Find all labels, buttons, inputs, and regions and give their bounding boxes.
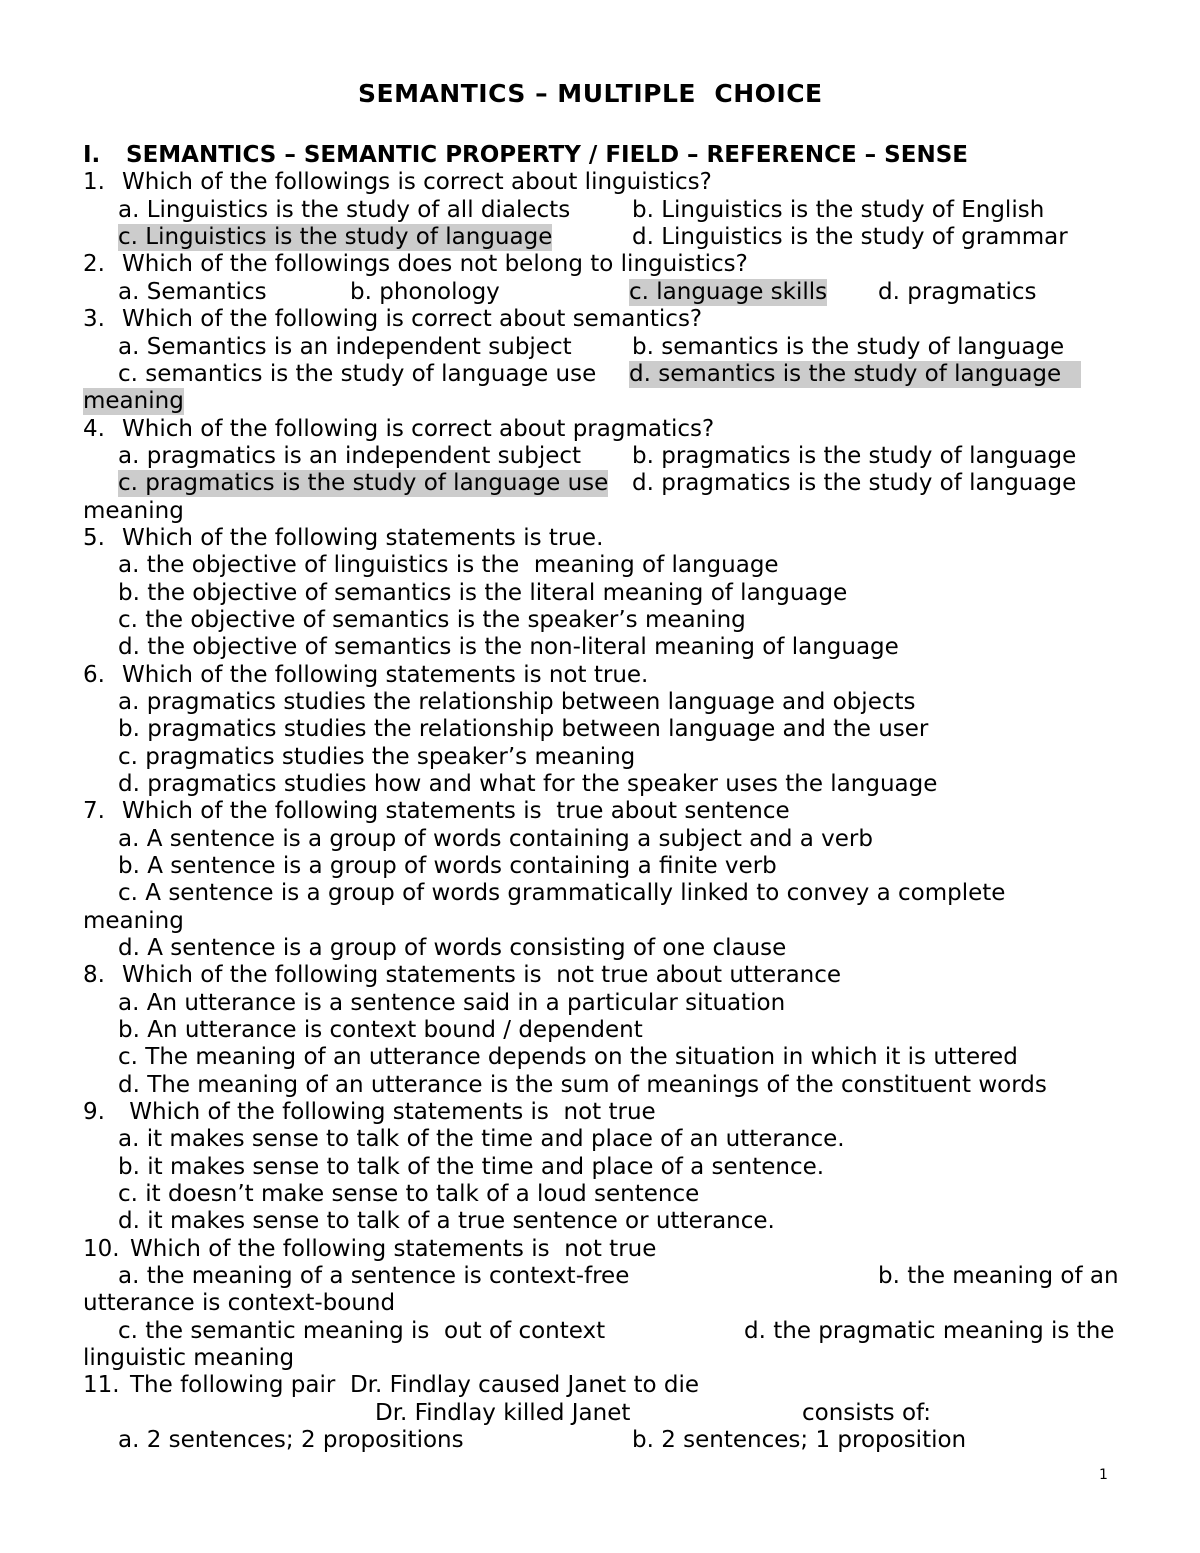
page-number: 1 — [1099, 1467, 1108, 1483]
question-number: 8. — [83, 962, 105, 988]
option-a: a. it makes sense to talk of the time and place of an utterance. — [118, 1126, 845, 1152]
option-c-answer: c. language skills — [629, 279, 828, 305]
option-d-answer: d. semantics is the study of language — [629, 361, 1081, 388]
option-b: b. the meaning of an — [878, 1263, 1119, 1289]
option-d: d. pragmatics — [878, 279, 1037, 305]
question-text: The following pair Dr. Findlay caused Janet to die — [130, 1372, 700, 1398]
option-c: c. pragmatics studies the speaker’s meaning — [118, 744, 636, 770]
option-b: b. A sentence is a group of words containing a finite verb — [118, 853, 777, 879]
option-d: d. the pragmatic meaning is the — [744, 1318, 1115, 1344]
question-number: 2. — [83, 251, 105, 277]
option-a: a. the objective of linguistics is the meaning of language — [118, 552, 779, 578]
option-d: d. it makes sense to talk of a true sentence or utterance. — [118, 1208, 775, 1234]
option-b: b. An utterance is context bound / dependent — [118, 1017, 643, 1043]
question-number: 9. — [83, 1099, 105, 1125]
question-text-line3: consists of: — [802, 1400, 932, 1426]
option-a: a. Linguistics is the study of all dialects — [118, 197, 571, 223]
option-d: d. the objective of semantics is the non-literal meaning of language — [118, 634, 899, 660]
option-b: b. pragmatics studies the relationship between language and the user — [118, 716, 929, 742]
question-text: Which of the followings is correct about linguistics? — [122, 169, 712, 195]
question-text: Which of the following statements is not true — [122, 1099, 656, 1125]
option-b: b. phonology — [350, 279, 500, 305]
option-c: c. The meaning of an utterance depends on the situation in which it is uttered — [118, 1044, 1018, 1070]
option-b: b. Linguistics is the study of English — [632, 197, 1045, 223]
section-title: SEMANTICS – SEMANTIC PROPERTY / FIELD – REFERENCE – SENSE — [126, 142, 968, 168]
option-b: b. 2 sentences; 1 proposition — [632, 1427, 967, 1453]
option-b: b. the objective of semantics is the literal meaning of language — [118, 580, 848, 606]
option-b-cont: utterance is context-bound — [83, 1290, 396, 1316]
option-d-answer-cont: meaning — [83, 388, 184, 414]
page-title: SEMANTICS – MULTIPLE CHOICE — [358, 79, 823, 108]
option-a: a. Semantics is an independent subject — [118, 334, 572, 360]
option-d: d. pragmatics is the study of language — [632, 470, 1077, 496]
option-d-cont: meaning — [83, 498, 184, 524]
question-number: 3. — [83, 306, 105, 332]
option-d: d. pragmatics studies how and what for the speaker uses the language — [118, 771, 938, 797]
question-text: Which of the following statements is not true. — [122, 662, 649, 688]
question-number: 1. — [83, 169, 105, 195]
option-b: b. semantics is the study of language — [632, 334, 1065, 360]
option-a: a. A sentence is a group of words containing a subject and a verb — [118, 826, 873, 852]
section-number: I. — [83, 142, 101, 168]
option-a: a. pragmatics studies the relationship between language and objects — [118, 689, 916, 715]
question-text: Which of the following is correct about semantics? — [122, 306, 703, 332]
option-b: b. pragmatics is the study of language — [632, 443, 1077, 469]
option-d-cont: linguistic meaning — [83, 1345, 295, 1371]
option-a: a. Semantics — [118, 279, 267, 305]
question-number: 11. — [83, 1372, 120, 1398]
option-a: a. pragmatics is an independent subject — [118, 443, 582, 469]
option-c: c. semantics is the study of language use — [118, 361, 597, 387]
option-d: d. A sentence is a group of words consisting of one clause — [118, 935, 787, 961]
question-text: Which of the following statements is not true about utterance — [122, 962, 842, 988]
question-number: 10. — [83, 1236, 120, 1262]
question-number: 7. — [83, 798, 105, 824]
question-text: Which of the following statements is true. — [122, 525, 604, 551]
option-c: c. A sentence is a group of words grammatically linked to convey a complete — [118, 880, 1006, 906]
option-a: a. 2 sentences; 2 propositions — [118, 1427, 464, 1453]
question-text-line2: Dr. Findlay killed Janet — [375, 1400, 631, 1426]
question-text: Which of the following statements is true about sentence — [122, 798, 790, 824]
question-number: 4. — [83, 416, 105, 442]
question-text: Which of the followings does not belong to linguistics? — [122, 251, 748, 277]
question-number: 5. — [83, 525, 105, 551]
question-text: Which of the following is correct about pragmatics? — [122, 416, 715, 442]
option-d: d. The meaning of an utterance is the sum of meanings of the constituent words — [118, 1072, 1047, 1098]
question-number: 6. — [83, 662, 105, 688]
option-c: c. it doesn’t make sense to talk of a loud sentence — [118, 1181, 700, 1207]
question-text: Which of the following statements is not true — [130, 1236, 657, 1262]
option-c: c. the semantic meaning is out of context — [118, 1318, 606, 1344]
option-c-answer: c. Linguistics is the study of language — [118, 224, 553, 250]
option-c-cont: meaning — [83, 908, 184, 934]
option-a: a. An utterance is a sentence said in a particular situation — [118, 990, 786, 1016]
option-c-answer: c. pragmatics is the study of language use — [118, 470, 609, 496]
option-a: a. the meaning of a sentence is context-free — [118, 1263, 630, 1289]
option-c: c. the objective of semantics is the speaker’s meaning — [118, 607, 746, 633]
option-d: d. Linguistics is the study of grammar — [632, 224, 1068, 250]
option-b: b. it makes sense to talk of the time and place of a sentence. — [118, 1154, 825, 1180]
